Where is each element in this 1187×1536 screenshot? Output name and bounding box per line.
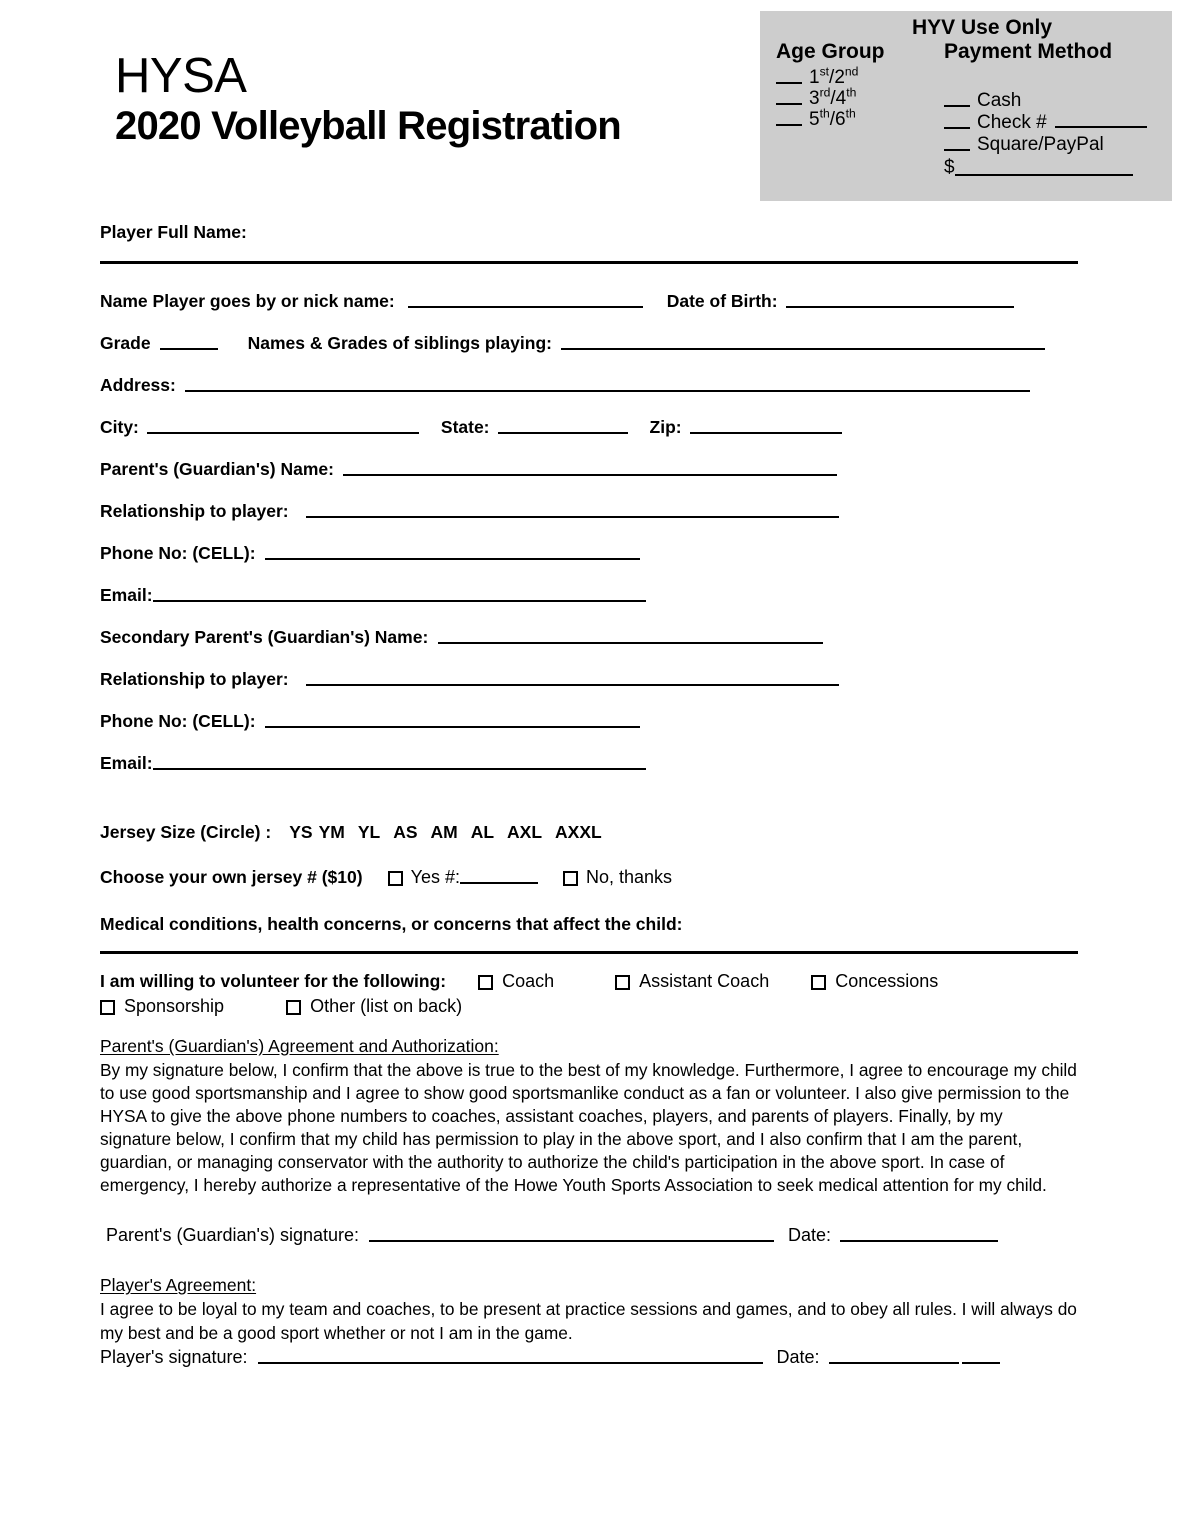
volunteer-concessions-checkbox[interactable] [811, 975, 826, 990]
volunteer-sponsorship-label: Sponsorship [124, 996, 225, 1016]
parent-agreement-heading: Parent's (Guardian's) Agreement and Authorization: [100, 1036, 499, 1056]
parent-date-blank[interactable] [840, 1240, 998, 1242]
parent-signature-label: Parent's (Guardian's) signature: [106, 1225, 359, 1246]
jersey-size-al[interactable]: AL [470, 822, 495, 842]
secondary-phone-blank[interactable] [265, 726, 640, 728]
payment-option-cash[interactable] [944, 91, 1162, 110]
jersey-number-no-checkbox[interactable] [563, 871, 578, 886]
parent-signature-row [100, 1225, 1080, 1246]
player-agreement-body: I agree to be loyal to my team and coaches, to be present at practice sessions and games, and to obey all rules. I will always do my best and be a good sport whether or not I am in the game. [100, 1299, 1077, 1343]
secondary-relationship-row [100, 669, 1080, 690]
age-group-heading: Age Group [776, 40, 885, 64]
payment-method-heading: Payment Method [944, 40, 1113, 64]
nickname-label: Name Player goes by or nick name: [100, 291, 395, 311]
age-group-option-2-label: 3rd/4th [809, 85, 857, 110]
email-label: Email: [100, 585, 153, 605]
jersey-size-row [100, 822, 1080, 843]
secondary-email-row [100, 753, 1080, 774]
player-date-blank-extra[interactable] [962, 1362, 1000, 1364]
jersey-size-am[interactable]: AM [430, 822, 458, 842]
volunteer-concessions-label: Concessions [835, 971, 939, 991]
volunteer-row-1 [100, 971, 1080, 992]
jersey-size-options[interactable] [289, 822, 615, 843]
age-group-option-1-label: 1st/2nd [809, 64, 859, 89]
check-number-blank[interactable] [1055, 126, 1147, 128]
email-row [100, 585, 1080, 606]
jersey-number-yes-label: Yes #: [410, 867, 460, 887]
siblings-label: Names & Grades of siblings playing: [247, 333, 552, 353]
payment-option-square-paypal-label: Square/PayPal [977, 134, 1104, 156]
parent-agreement-body: By my signature below, I confirm that the above is true to the best of my knowledge. Furthermore, I agree to encourage my child to use good sportsmanship and I agree to show good sportsmanlike conduct as a fan or volunteer. I also give permission to the HYSA to give the above phone numbers to coaches, assistant coaches, players, and parents of players. Finally, by my signature below, I confirm that my child has permission to play in the above sport, and I also confirm that I am the parent, guardian, or managing conservator with the authority to authorize the child's participation in the above sport. In case of emergency, I hereby authorize a representative of the Howe Youth Sports Association to seek medical attention for my child. [100, 1060, 1077, 1196]
blank-line-icon[interactable] [944, 127, 970, 129]
state-label: State: [440, 417, 490, 437]
volunteer-assistant-coach-label: Assistant Coach [639, 971, 770, 991]
city-state-zip-row [100, 417, 1080, 438]
hyv-box-title: HYV Use Only [911, 16, 1053, 39]
medical-conditions-blank[interactable] [100, 951, 1078, 954]
jersey-number-yes-checkbox[interactable] [388, 871, 403, 886]
state-blank[interactable] [498, 432, 628, 434]
jersey-number-row [100, 867, 1080, 888]
grade-siblings-row [100, 333, 1080, 354]
city-label: City: [100, 417, 139, 437]
payment-method-options [934, 91, 1162, 179]
grade-label: Grade [100, 333, 151, 353]
payment-option-check-label: Check # [977, 112, 1047, 134]
payment-method-column [934, 40, 1162, 179]
secondary-relationship-label: Relationship to player: [100, 669, 289, 689]
address-row [100, 375, 1080, 396]
payment-option-cash-label: Cash [977, 90, 1022, 112]
phone-row [100, 543, 1080, 564]
secondary-parent-name-label: Secondary Parent's (Guardian's) Name: [100, 627, 429, 647]
volunteer-assistant-coach-checkbox[interactable] [615, 975, 630, 990]
jersey-number-no-label: No, thanks [585, 867, 673, 887]
age-group-option-1[interactable] [776, 64, 934, 89]
parent-name-blank[interactable] [343, 474, 837, 476]
jersey-size-axl[interactable]: AXL [507, 822, 543, 842]
player-full-name-label: Player Full Name: [100, 222, 247, 242]
city-blank[interactable] [147, 432, 419, 434]
relationship-row [100, 501, 1080, 522]
dollar-sign: $ [944, 157, 955, 179]
email-blank[interactable] [153, 600, 646, 602]
secondary-email-label: Email: [100, 753, 153, 773]
secondary-phone-label: Phone No: (CELL): [100, 711, 256, 731]
jersey-size-ys[interactable]: YS [289, 822, 313, 842]
siblings-blank[interactable] [561, 348, 1045, 350]
secondary-phone-row [100, 711, 1080, 732]
payment-amount-blank[interactable] [955, 174, 1133, 176]
secondary-parent-name-row [100, 627, 1080, 648]
player-date-blank[interactable] [829, 1362, 959, 1364]
age-group-option-3-label: 5th/6th [809, 106, 856, 131]
blank-line-icon[interactable] [776, 124, 802, 126]
volunteer-coach-label: Coach [502, 971, 555, 991]
age-group-option-3[interactable] [776, 106, 934, 131]
medical-conditions-label: Medical conditions, health concerns, or concerns that affect the child: [100, 914, 683, 934]
volunteer-label: I am willing to volunteer for the following: [100, 971, 447, 991]
blank-line-icon[interactable] [944, 105, 970, 107]
address-label: Address: [100, 375, 176, 395]
jersey-size-yl[interactable]: YL [357, 822, 381, 842]
date-of-birth-label: Date of Birth: [666, 291, 778, 311]
player-signature-blank[interactable] [258, 1362, 763, 1364]
jersey-number-label: Choose your own jersey # ($10) [100, 867, 363, 887]
grade-blank[interactable] [160, 348, 218, 350]
age-group-options [776, 64, 934, 131]
jersey-size-label: Jersey Size (Circle) : [100, 822, 272, 842]
player-agreement-heading: Player's Agreement: [100, 1275, 257, 1296]
age-group-column [776, 40, 934, 179]
payment-option-check[interactable] [944, 113, 1162, 132]
document-header [115, 49, 621, 148]
address-blank[interactable] [185, 390, 1030, 392]
blank-line-icon[interactable] [944, 149, 970, 151]
parent-name-row [100, 459, 1080, 480]
blank-line-icon[interactable] [776, 82, 802, 84]
volunteer-other-label: Other (list on back) [310, 996, 463, 1016]
volunteer-other-checkbox[interactable] [286, 1000, 301, 1015]
volunteer-sponsorship-checkbox[interactable] [100, 1000, 115, 1015]
player-date-label: Date: [776, 1346, 820, 1367]
secondary-email-blank[interactable] [153, 768, 646, 770]
zip-blank[interactable] [690, 432, 842, 434]
phone-blank[interactable] [265, 558, 640, 560]
jersey-size-as[interactable]: AS [393, 822, 418, 842]
nickname-blank[interactable] [408, 306, 643, 308]
player-full-name-blank[interactable] [100, 261, 1078, 264]
nickname-dob-row [100, 291, 1080, 312]
parent-date-label: Date: [788, 1225, 832, 1246]
blank-line-icon[interactable] [776, 103, 802, 105]
phone-label: Phone No: (CELL): [100, 543, 256, 563]
parent-name-label: Parent's (Guardian's) Name: [100, 459, 334, 479]
secondary-parent-name-blank[interactable] [438, 642, 823, 644]
organization-name: HYSA [115, 49, 247, 103]
age-group-option-2[interactable] [776, 85, 934, 110]
player-signature-label: Player's signature: [100, 1346, 248, 1367]
hyv-use-only-box [760, 11, 1172, 201]
secondary-relationship-blank[interactable] [306, 684, 839, 686]
registration-form [100, 222, 1080, 1368]
parent-signature-blank[interactable] [369, 1240, 774, 1242]
page-title: 2020 Volleyball Registration [115, 104, 621, 148]
date-of-birth-blank[interactable] [786, 306, 1014, 308]
jersey-size-axxl[interactable]: AXXL [555, 822, 602, 842]
jersey-size-ym[interactable]: YM [318, 822, 345, 842]
relationship-label: Relationship to player: [100, 501, 289, 521]
jersey-number-blank[interactable] [460, 882, 538, 884]
relationship-blank[interactable] [306, 516, 839, 518]
player-signature-row [100, 1347, 1080, 1368]
zip-label: Zip: [649, 417, 682, 437]
payment-option-square-paypal[interactable] [944, 135, 1162, 154]
volunteer-coach-checkbox[interactable] [478, 975, 493, 990]
payment-amount-row[interactable] [944, 157, 1162, 179]
volunteer-row-2 [100, 996, 1080, 1017]
